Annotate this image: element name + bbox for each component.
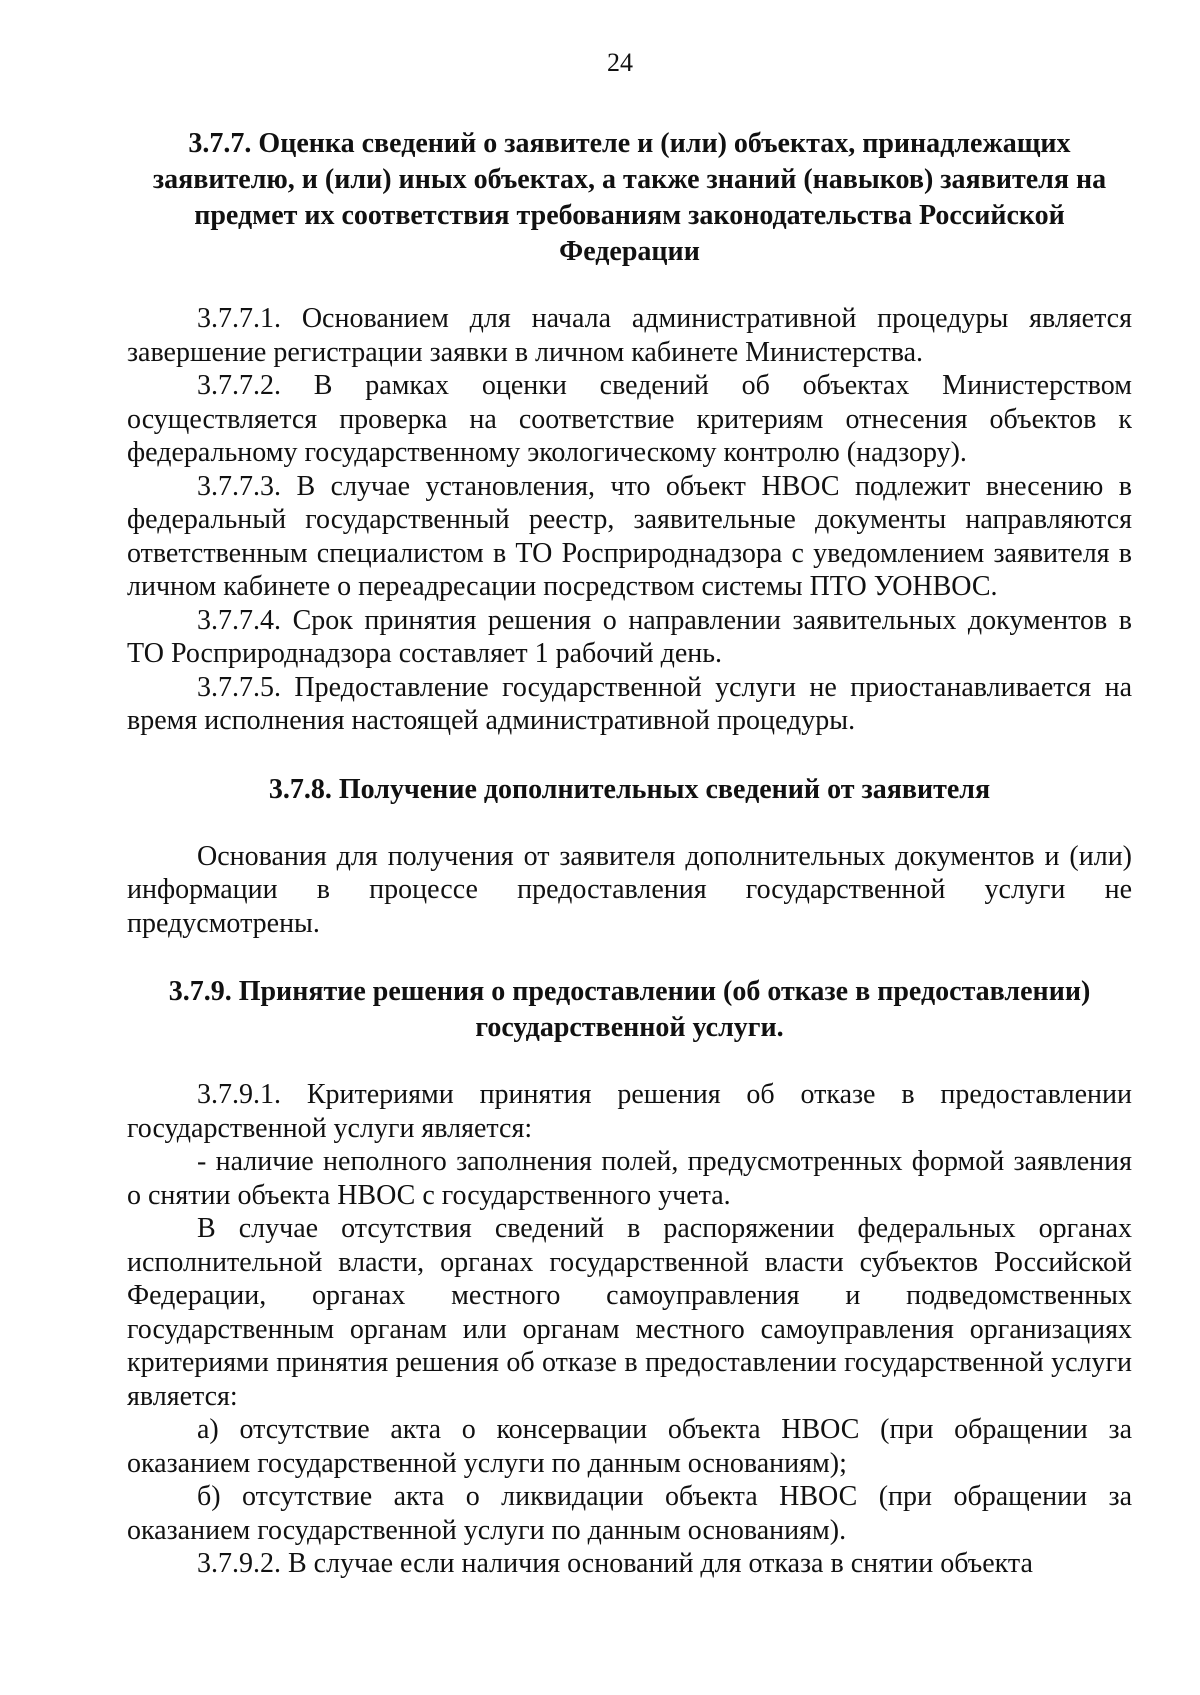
- paragraph-3-7-9-2: 3.7.9.2. В случае если наличия оснований для отказа в снятии объекта: [197, 1548, 1033, 1579]
- section-heading-3-7-7: 3.7.7. Оценка сведений о заявителе и (или) объектах, принадлежащих заявителю, и (или) иных объектах, а также знаний (навыков) заявителя на предмет их соответствия требованиям законодательства Российской Федерации: [152, 128, 1107, 267]
- paragraph-3-7-7-4: 3.7.7.4. Срок принятия решения о направлении заявительных документов в ТО Росприроднадзора составляет 1 рабочий день.: [127, 604, 1132, 669]
- section-heading-3-7-8: 3.7.8. Получение дополнительных сведений от заявителя: [268, 773, 991, 805]
- paragraph-3-7-7-2: 3.7.7.2. В рамках оценки сведений об объектах Министерством осуществляется проверка на соответствие критериям отнесения объектов к федеральному государственному экологическому контролю (надзору).: [127, 370, 1132, 468]
- paragraph-3-7-9-1-item: - наличие неполного заполнения полей, предусмотренных формой заявления о снятии объекта НВОС с государственного учета.: [127, 1146, 1132, 1211]
- paragraph-3-7-7-3: 3.7.7.3. В случае установления, что объект НВОС подлежит внесению в федеральный государственный реестр, заявительные документы направляются ответственным специалистом в ТО Росприроднадзора с уведомлением заявителя в личном кабинете о переадресации посредством системы ПТО УОНВОС.: [127, 470, 1132, 602]
- paragraph-3-7-9-1-b: б) отсутствие акта о ликвидации объекта НВОС (при обращении за оказанием государственной услуги по данным основаниям).: [127, 1481, 1132, 1546]
- page-number: 24: [607, 48, 633, 77]
- page-content: [127, 126, 1132, 1581]
- paragraph-3-7-7-5: 3.7.7.5. Предоставление государственной услуги не приостанавливается на время исполнения настоящей административной процедуры.: [127, 671, 1132, 736]
- paragraph-3-7-7-1: 3.7.7.1. Основанием для начала административной процедуры является завершение регистрации заявки в личном кабинете Министерства.: [127, 303, 1132, 368]
- paragraph-3-7-9-1: 3.7.9.1. Критериями принятия решения об отказе в предоставлении государственной услуги является:: [127, 1079, 1132, 1144]
- paragraph-3-7-9-1-a: а) отсутствие акта о консервации объекта НВОС (при обращении за оказанием государственной услуги по данным основаниям);: [127, 1414, 1132, 1479]
- paragraph-3-7-9-1-absence: В случае отсутствия сведений в распоряжении федеральных органах исполнительной власти, органах государственной власти субъектов Российской Федерации, органах местного самоуправления и подведомственных государственным органам или органам местного самоуправления организациях критериями принятия решения об отказе в предоставлении государственной услуги является:: [127, 1213, 1132, 1412]
- section-heading-3-7-9: 3.7.9. Принятие решения о предоставлении (об отказе в предоставлении) государственной услуги.: [168, 976, 1091, 1043]
- paragraph-3-7-8: Основания для получения от заявителя дополнительных документов и (или) информации в процессе предоставления государственной услуги не предусмотрены.: [127, 840, 1132, 939]
